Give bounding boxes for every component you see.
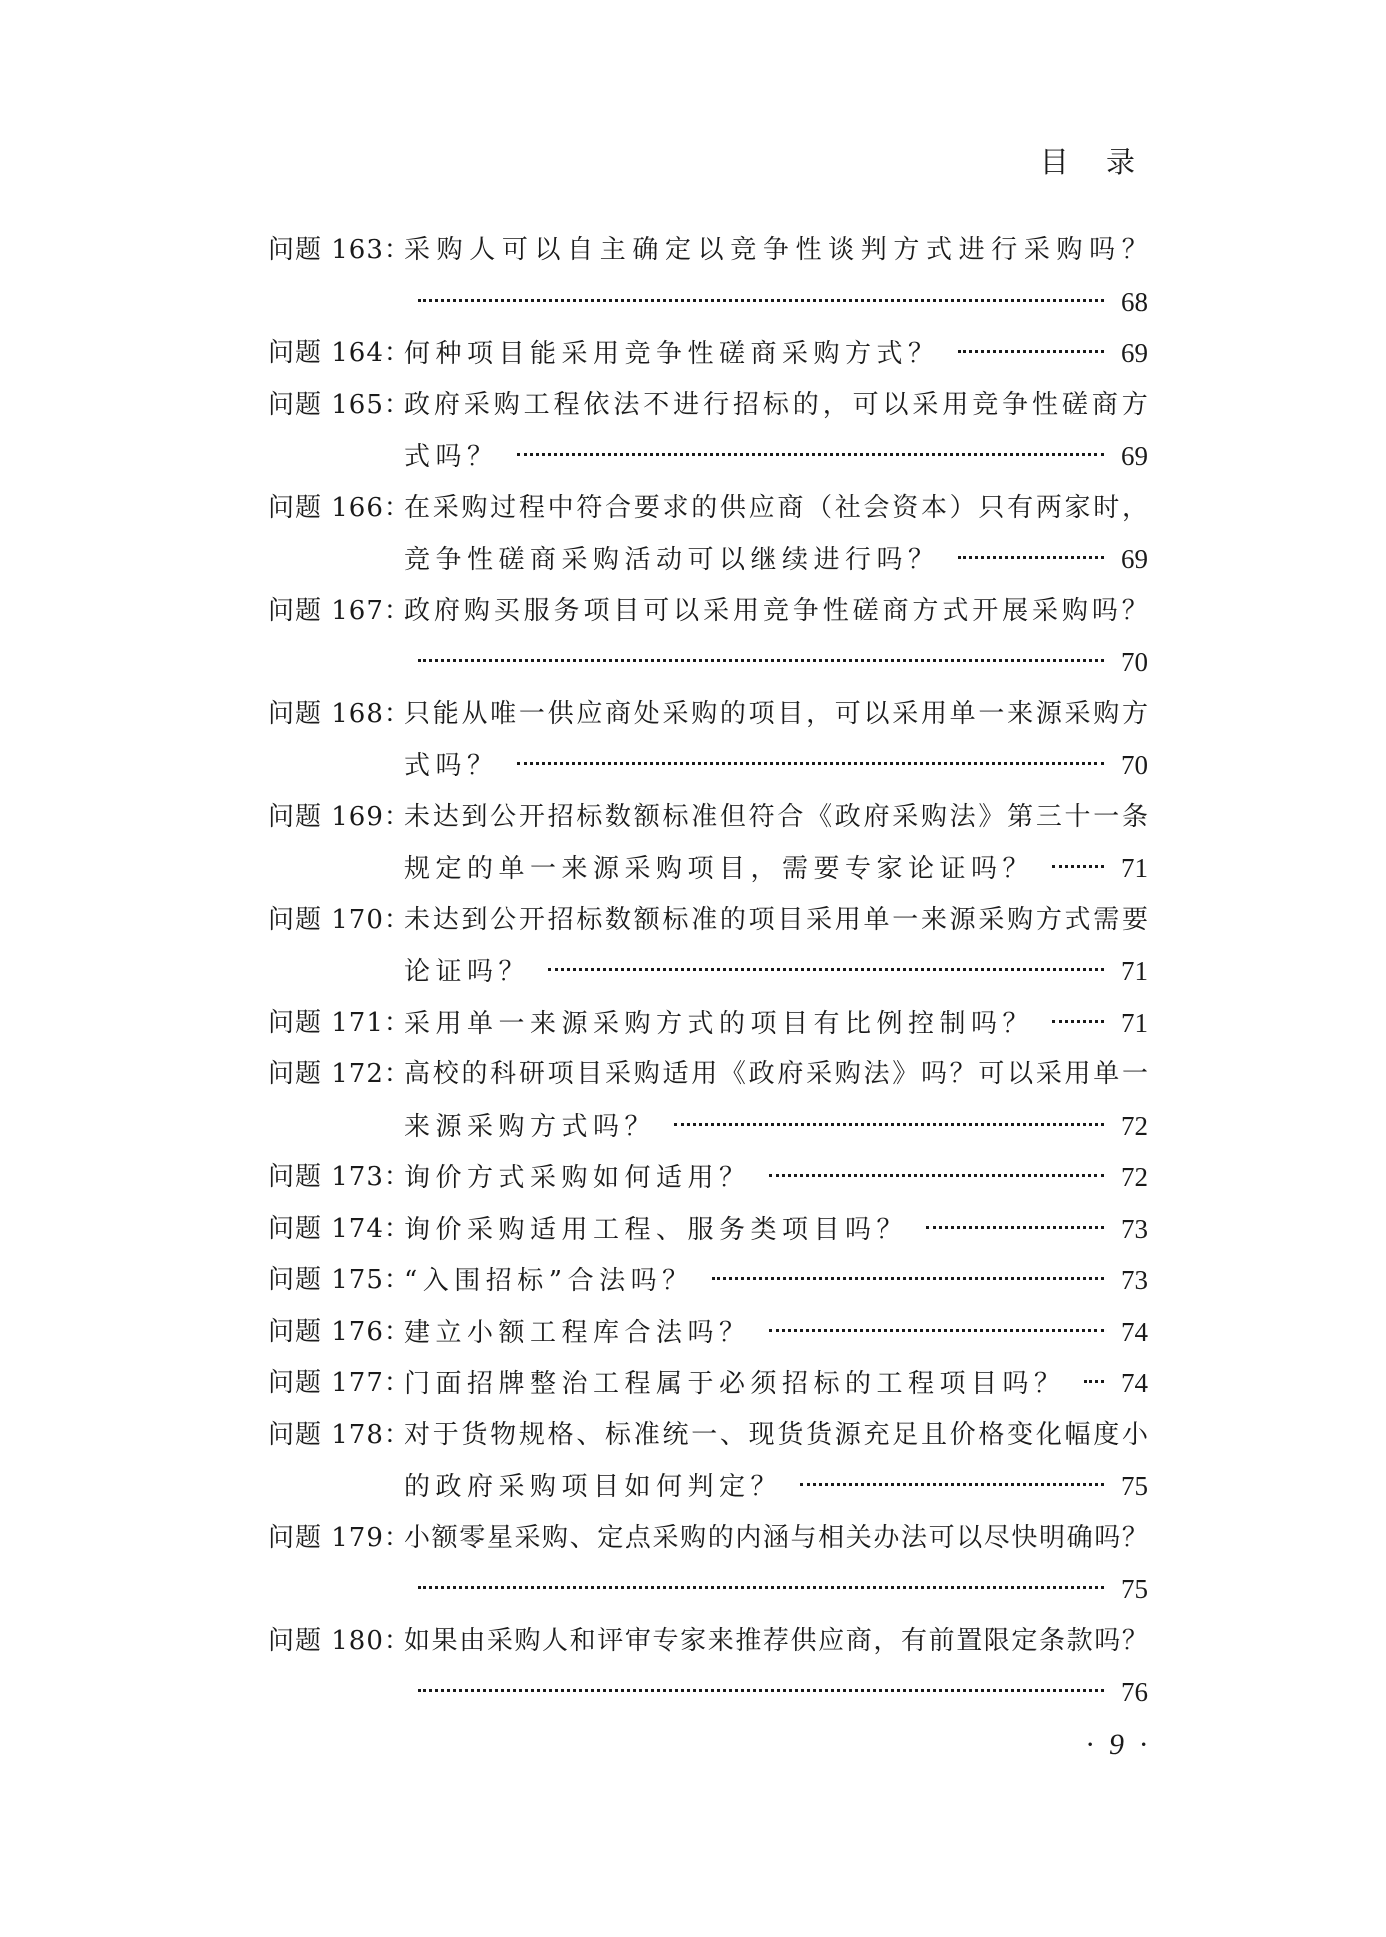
toc-entry-title: 未 达 到 公 开 招 标 数 额 标 准 的 项 目 采 用 单 一 来 源 采 购 方 式 需 要 (404, 904, 1148, 935)
toc-entry-label: 问题 170： (268, 904, 411, 935)
toc-entry-title: 的政府采购项目如何判定？ (404, 1472, 783, 1502)
dot-leader (800, 1483, 1104, 1486)
dot-leader (517, 762, 1104, 765)
dot-leader (517, 453, 1104, 456)
dot-leader (418, 1586, 1104, 1589)
toc-page-number: 71 (1121, 956, 1148, 986)
dot-leader (769, 1329, 1104, 1332)
toc-entry-label: 问题 164： (268, 338, 411, 368)
dot-leader (1052, 1020, 1104, 1023)
toc-page-number: 75 (1121, 1471, 1148, 1501)
toc-entry-title: 门面招牌整治工程属于必须招标的工程项目吗？ (404, 1369, 1066, 1399)
toc-entry-title: 采 购 人 可 以 自 主 确 定 以 竞 争 性 谈 判 方 式 进 行 采 购 吗 ？ (404, 235, 1148, 265)
toc-page-number: 74 (1121, 1316, 1148, 1347)
toc-entry-title: 对 于 货 物 规 格 、 标 准 统 一 、 现 货 货 源 充 足 且 价 格 变 化 幅 度 小 (404, 1419, 1148, 1450)
toc-entry[interactable] (268, 586, 1148, 689)
toc-entry-title: 政 府 购 买 服 务 项 目 可 以 采 用 竞 争 性 磋 商 方 式 开 展 采 购 吗 ？ (404, 595, 1148, 626)
toc-entry-title: 询价采购适用工程、服务类项目吗？ (404, 1214, 909, 1245)
toc-entry-title: 小 额 零 星 采 购 、 定 点 采 购 的 内 涵 与 相 关 办 法 可 以 尽 快 明 确 吗 ？ (404, 1522, 1148, 1553)
toc-entry-label: 问题 168： (268, 698, 411, 729)
toc-page-number: 71 (1121, 1007, 1148, 1038)
toc-entry-label: 问题 165： (268, 389, 411, 420)
toc-entry-label: 问题 178： (268, 1419, 411, 1450)
toc-entry-label: 问题 166： (268, 492, 411, 523)
table-of-contents (268, 225, 1148, 1719)
toc-entry[interactable] (268, 1410, 1148, 1513)
toc-entry-title: 式吗？ (404, 442, 499, 472)
toc-page-number: 76 (1121, 1677, 1148, 1707)
dot-leader (958, 350, 1104, 353)
dot-leader (769, 1174, 1104, 1177)
dot-leader (958, 556, 1104, 559)
dot-leader (1052, 865, 1104, 868)
toc-entry-title: 如 果 由 采 购 人 和 评 审 专 家 来 推 荐 供 应 商 ， 有 前 置 限 定 条 款 吗 ？ (404, 1625, 1148, 1656)
toc-entry[interactable] (268, 998, 1148, 1050)
dot-leader (418, 659, 1104, 662)
toc-entry-title: 政 府 采 购 工 程 依 法 不 进 行 招 标 的 ， 可 以 采 用 竞 争 性 磋 商 方 (404, 389, 1148, 420)
toc-page-number: 72 (1121, 1110, 1148, 1141)
toc-entry[interactable] (268, 328, 1148, 380)
toc-page-number: 73 (1121, 1213, 1148, 1244)
toc-entry-label: 问题 176： (268, 1316, 411, 1347)
toc-entry-label: 问题 175： (268, 1265, 411, 1295)
toc-entry-label: 问题 163： (268, 235, 411, 265)
toc-page-number: 68 (1121, 286, 1148, 317)
dot-leader (548, 968, 1104, 971)
toc-entry[interactable] (268, 1616, 1148, 1719)
toc-entry[interactable] (268, 1204, 1148, 1256)
toc-entry-label: 问题 173： (268, 1162, 411, 1192)
toc-entry-title: 式吗？ (404, 751, 499, 781)
toc-entry-title: 论证吗？ (404, 957, 531, 987)
toc-entry-title: 采用单一来源采购方式的项目有比例控制吗？ (404, 1008, 1035, 1039)
toc-page-number: 72 (1121, 1162, 1148, 1192)
dot-leader (712, 1277, 1104, 1280)
toc-entry-label: 问题 179： (268, 1522, 411, 1553)
toc-entry[interactable] (268, 792, 1148, 895)
toc-entry-title: 建立小额工程库合法吗？ (404, 1317, 751, 1348)
toc-entry-label: 问题 169： (268, 801, 411, 832)
toc-entry-label: 问题 180： (268, 1625, 411, 1656)
toc-page-number: 69 (1121, 441, 1148, 471)
toc-entry-label: 问题 177： (268, 1368, 411, 1398)
toc-page-number: 70 (1121, 750, 1148, 780)
toc-entry-label: 问题 172： (268, 1059, 411, 1089)
toc-entry-title: 询价方式采购如何适用？ (404, 1163, 751, 1193)
dot-leader (418, 1689, 1104, 1692)
running-header: 目 录 (1039, 145, 1149, 179)
toc-entry-title: 来源采购方式吗？ (404, 1111, 657, 1142)
toc-entry[interactable] (268, 1307, 1148, 1359)
toc-entry-title: 何种项目能采用竞争性磋商采购方式？ (404, 339, 940, 369)
toc-entry-title: 只 能 从 唯 一 供 应 商 处 采 购 的 项 目 ， 可 以 采 用 单 一 来 源 采 购 方 (404, 698, 1148, 729)
toc-page-number: 71 (1121, 853, 1148, 883)
toc-entry-title: 高 校 的 科 研 项 目 采 购 适 用 《 政 府 采 购 法 》 吗 ？ 可 以 采 用 单 一 (404, 1059, 1148, 1089)
toc-entry[interactable] (268, 1152, 1148, 1204)
dot-leader (418, 299, 1104, 302)
toc-entry-label: 问题 171： (268, 1007, 411, 1038)
toc-page-number: 75 (1121, 1574, 1148, 1604)
toc-entry[interactable] (268, 1255, 1148, 1307)
toc-page-number: 74 (1121, 1368, 1148, 1398)
toc-entry[interactable] (268, 1358, 1148, 1410)
page-number: · 9 · (1086, 1728, 1151, 1761)
toc-page-number: 73 (1121, 1265, 1148, 1295)
dot-leader (926, 1226, 1104, 1229)
dot-leader (1084, 1380, 1104, 1383)
toc-entry[interactable] (268, 380, 1148, 483)
toc-entry[interactable] (268, 225, 1148, 328)
toc-entry-title: 未 达 到 公 开 招 标 数 额 标 准 但 符 合 《 政 府 采 购 法 》 第 三 十 一 条 (404, 801, 1148, 832)
toc-entry-title: 在 采 购 过 程 中 符 合 要 求 的 供 应 商 （ 社 会 资 本 ） 只 有 两 家 时 ， (404, 492, 1148, 523)
dot-leader (674, 1123, 1104, 1126)
toc-entry[interactable] (268, 483, 1148, 586)
toc-entry[interactable] (268, 689, 1148, 792)
toc-entry-label: 问题 167： (268, 595, 411, 626)
toc-entry-title: 竞争性磋商采购活动可以继续进行吗？ (404, 545, 940, 575)
toc-page-number: 69 (1121, 338, 1148, 368)
toc-entry[interactable] (268, 895, 1148, 998)
toc-entry-title: “入围招标”合法吗？ (404, 1266, 694, 1296)
toc-page-number: 70 (1121, 647, 1148, 677)
toc-entry-label: 问题 174： (268, 1213, 411, 1244)
toc-entry-title: 规定的单一来源采购项目，需要专家论证吗？ (404, 854, 1035, 884)
toc-entry[interactable] (268, 1049, 1148, 1152)
toc-entry[interactable] (268, 1513, 1148, 1616)
toc-page-number: 69 (1121, 544, 1148, 574)
